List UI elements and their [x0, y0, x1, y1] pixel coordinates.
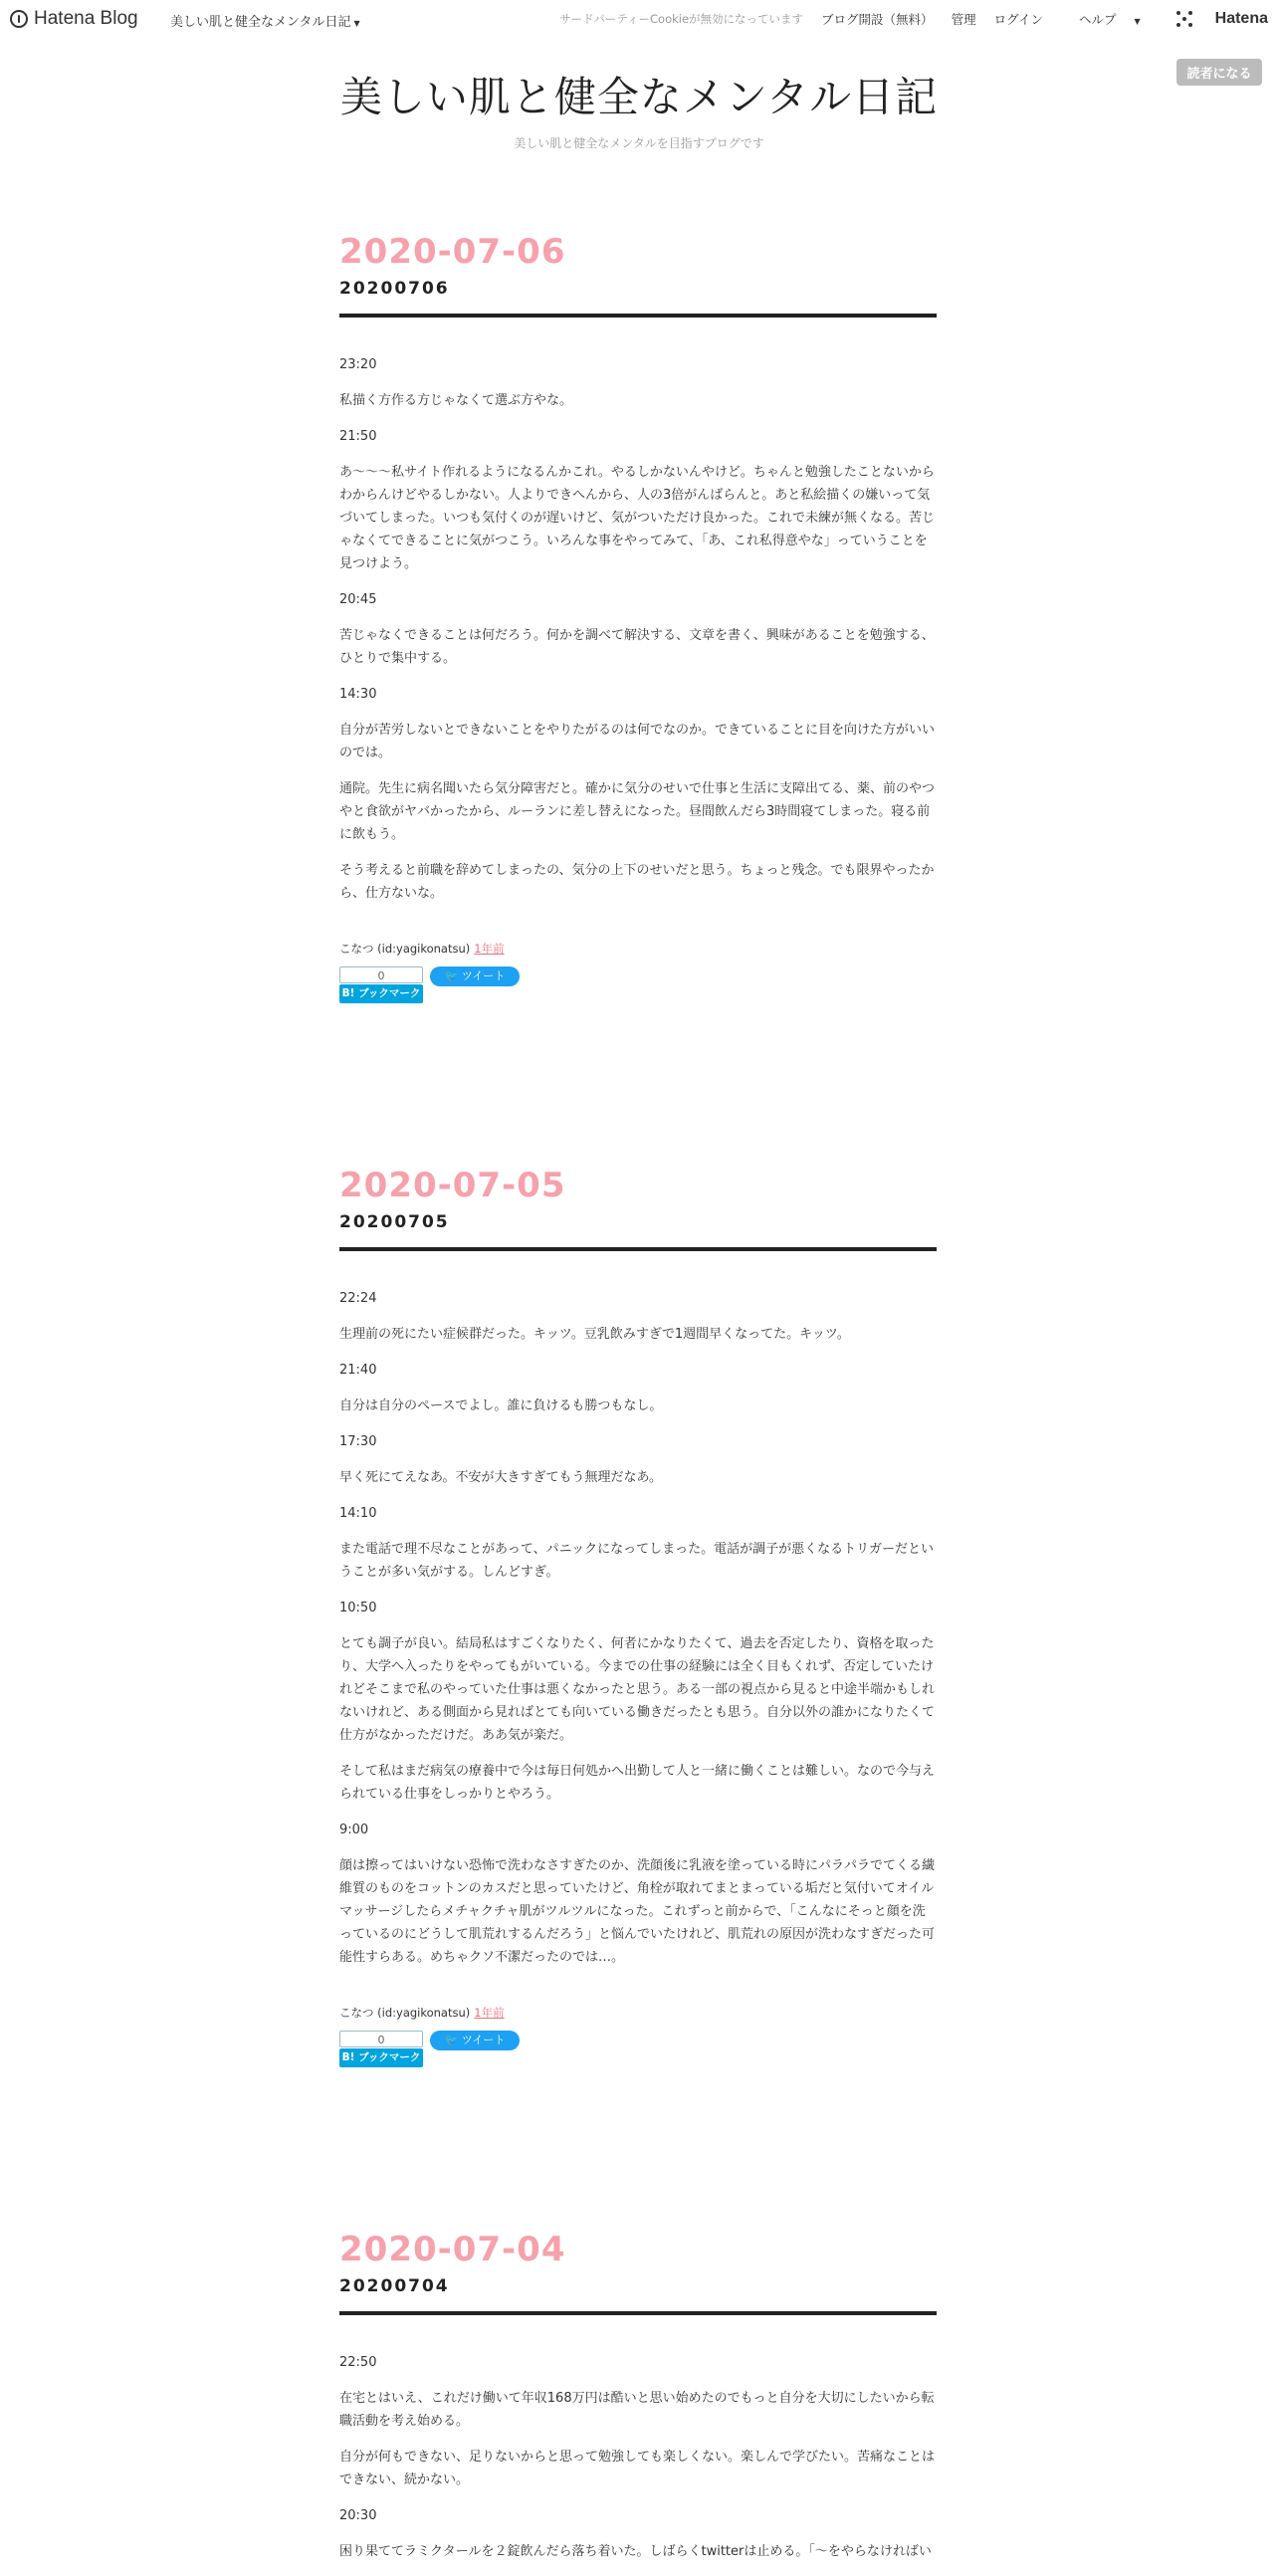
- entry-timestamp-link[interactable]: 1年前: [474, 2006, 505, 2020]
- entry-paragraph: 14:10: [339, 1506, 377, 1521]
- help-dropdown[interactable]: [1061, 10, 1141, 28]
- entry-paragraph: そして私はまだ病気の療養中で今は毎日何処かへ出勤して人と一緒に働くことは難しい。なので今与えられている仕事をしっかりとやろう。: [339, 1764, 936, 1802]
- admin-link[interactable]: 管理: [951, 12, 976, 27]
- hatena-bookmark-button[interactable]: B! ブックマーク: [339, 2048, 423, 2067]
- entry-paragraph: 早く死にてえなあ。不安が大きすぎてもう無理だなあ。: [339, 1470, 662, 1485]
- entry-timestamp-link[interactable]: 1年前: [474, 942, 505, 956]
- entry-paragraph: 私描く方作る方じゃなくて選ぶ方やな。: [339, 393, 573, 408]
- login-link[interactable]: ログイン: [993, 12, 1043, 27]
- hatena-dots-icon: [1176, 11, 1192, 27]
- caret-down-icon: ▼: [1134, 17, 1141, 26]
- tweet-label: ツイート: [461, 969, 506, 982]
- entry-title[interactable]: 20200705: [339, 1212, 450, 1232]
- entry-title[interactable]: 20200706: [339, 279, 450, 299]
- entry-paragraph: 困り果ててラミクタールを２錠飲んだら落ち着いた。しばらくtwitterは止める。「〜をやらなければい: [339, 2544, 932, 2559]
- logo-text: Hatena Blog: [34, 8, 138, 29]
- caret-down-icon: ▼: [353, 19, 360, 28]
- entry-paragraph: また電話で理不尽なことがあって、パニックになってしまった。電話が調子が悪くなるトリガーだということが多い気がする。しんどすぎ。: [339, 1542, 934, 1580]
- tweet-button[interactable]: 🐦 ツイート: [430, 2031, 520, 2050]
- entry-paragraph: 21:40: [339, 1363, 377, 1378]
- entry-divider: [339, 1247, 937, 1251]
- entry-body: [339, 2351, 937, 2563]
- entry-paragraph: 自分が何もできない、足りないからと思って勉強しても楽しくない。楽しんで学びたい。苦痛なことはできない、続かない。: [339, 2450, 936, 2487]
- bookmark-count[interactable]: 0: [339, 966, 423, 983]
- entry-paragraph: 自分が苦労しないとできないことをやりたがるのは何でなのか。できていることに目を向けた方がいいのでは。: [339, 723, 936, 760]
- blog-menu-dropdown[interactable]: [170, 11, 360, 30]
- entry-paragraph: 通院。先生に病名聞いたら気分障害だと。確かに気分のせいで仕事と生活に支障出てる、薬、前のやつやと食欲がヤバかったから、ルーランに差し替えになった。昼間飲んだら3時間寝てしまった。寝る前に飲もう。: [339, 781, 936, 842]
- entry-paragraph: 在宅とはいえ、これだけ働いて年収168万円は酷いと思い始めたのでもっと自分を大切にしたいから転職活動を考え始める。: [339, 2391, 935, 2429]
- entry-paragraph: 17:30: [339, 1434, 377, 1449]
- author-link[interactable]: こなつ (id:yagikonatsu): [339, 2006, 471, 2020]
- entry-body: [339, 353, 937, 905]
- entry-paragraph: 23:20: [339, 357, 377, 372]
- tweet-label: ツイート: [461, 2034, 506, 2046]
- subscribe-button[interactable]: 読者になる: [1176, 59, 1262, 86]
- entry-paragraph: 14:30: [339, 687, 377, 702]
- entry-paragraph: 21:50: [339, 429, 377, 444]
- entry-paragraph: 20:45: [339, 592, 377, 607]
- entry-paragraph: 自分は自分のペースでよし。誰に負けるも勝つもなし。: [339, 1398, 663, 1413]
- entry-article: [339, 1166, 937, 2070]
- entry-divider: [339, 2311, 937, 2315]
- entry-date[interactable]: 2020-07-04: [339, 2230, 566, 2269]
- open-blog-link[interactable]: ブログ開設（無料）: [821, 12, 934, 27]
- blog-title[interactable]: 美しい肌と健全なメンタル日記: [339, 73, 939, 121]
- entry-paragraph: 9:00: [339, 1823, 369, 1837]
- hatena-bookmark-button[interactable]: B! ブックマーク: [339, 984, 423, 1003]
- blog-description: 美しい肌と健全なメンタルを目指すブログです: [514, 136, 764, 150]
- entry-paragraph: 20:30: [339, 2508, 377, 2523]
- entry-paragraph: 10:50: [339, 1601, 377, 1615]
- entry-paragraph: そう考えると前職を辞めてしまったの、気分の上下のせいだと思う。ちょっと残念。でも限界やったから、仕方ないな。: [339, 863, 935, 901]
- entry-divider: [339, 314, 937, 318]
- navbar-right: [559, 10, 1268, 28]
- hatena-brand-link[interactable]: [1159, 10, 1268, 28]
- entry-paragraph: 生理前の死にたい症候群だった。キッツ。豆乳飲みすぎで1週間早くなってた。キッツ。: [339, 1327, 850, 1342]
- entry-title[interactable]: 20200704: [339, 2276, 450, 2296]
- entry-paragraph: 22:24: [339, 1291, 377, 1306]
- entry-footer-meta: [339, 2005, 937, 2021]
- entry-paragraph: 苦じゃなくできることは何だろう。何かを調べて解決する、文章を書く、興味があることを勉強する、ひとりで集中する。: [339, 628, 935, 666]
- entry-paragraph: 22:50: [339, 2355, 377, 2370]
- cookie-notice: サードパーティーCookieが無効になっています: [559, 12, 804, 26]
- author-link[interactable]: こなつ (id:yagikonatsu): [339, 942, 471, 956]
- entry-paragraph: 顔は擦ってはいけない恐怖で洗わなさすぎたのか、洗顔後に乳液を塗っている時にパラパラでてくる繊維質のものをコットンのカスだと思っていたけど、角栓が取れてまとまっている垢だと気付いてオイルマッサージしたらメチャクチャ肌がツルツルになった。これずっと前からで、「こんなにそっと顔を洗っているのにどうして肌荒れするんだろう」と悩んでいたけれど、肌荒れの原因が洗わなすぎだった可能性すらある。めちゃクソ不潔だったのでは…。: [339, 1858, 936, 1965]
- blog-menu-label: 美しい肌と健全なメンタル日記: [170, 15, 351, 30]
- hatena-blog-logo[interactable]: [10, 8, 138, 30]
- tweet-button[interactable]: 🐦 ツイート: [430, 966, 520, 986]
- hatena-blog-logo-icon: [10, 10, 28, 28]
- entry-body: [339, 1287, 937, 1969]
- hatena-brand-text: Hatena: [1214, 10, 1268, 27]
- share-buttons: [339, 966, 937, 1006]
- entry-paragraph: とても調子が良い。結局私はすごくなりたく、何者にかなりたくて、過去を否定したり、資格を取ったり、大学へ入ったりをやってもがいている。今までの仕事の経験には全く目もくれず、否定していたけれどそこまで私のやっていた仕事は悪くなかったと思う。ある一部の視点から見ると中途半端かもしれないけれど、ある側面から見ればとても向いている働きだったとも思う。自分以外の誰かになりたくて仕方がなかっただけだ。ああ気が楽だ。: [339, 1636, 936, 1743]
- bookmark-count[interactable]: 0: [339, 2031, 423, 2047]
- entry-footer-meta: [339, 941, 937, 957]
- entry-paragraph: あ〜〜〜私サイト作れるようになるんかこれ。やるしかないんやけど。ちゃんと勉強したことないからわからんけどやるしかない。人よりできへんから、人の3倍がんばらんと。あと私絵描くの嫌いって気づいてしまった。いつも気付くのが遅いけど、気がついただけ良かった。これで未練が無くなる。苦じゃなくてできることに気がつこう。いろんな事をやってみて、「あ、これ私得意やな」っていうことを見つけよう。: [339, 465, 936, 571]
- help-label: ヘルプ: [1078, 12, 1117, 27]
- share-buttons: [339, 2031, 937, 2070]
- entry-date[interactable]: 2020-07-06: [339, 232, 566, 272]
- entry-article: [339, 2230, 937, 2576]
- top-navbar: [0, 0, 1278, 38]
- entry-article: [339, 232, 937, 1006]
- entry-date[interactable]: 2020-07-05: [339, 1166, 566, 1205]
